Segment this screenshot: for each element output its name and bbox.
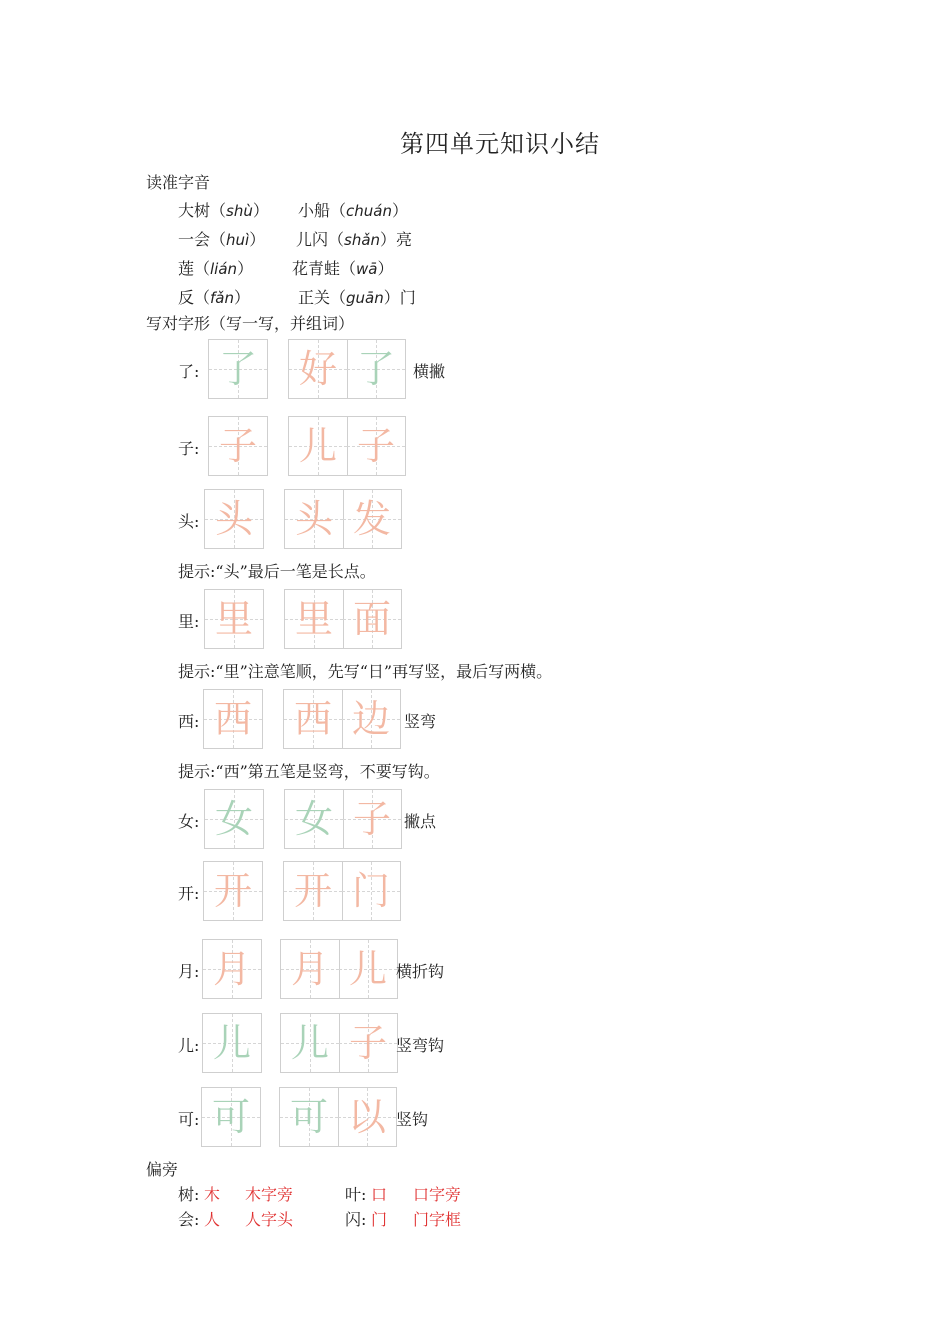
char-label: 了: xyxy=(178,362,200,381)
tianzi-cell xyxy=(209,340,267,398)
tianzi-cell xyxy=(203,940,261,998)
tianzi-cell xyxy=(343,790,401,848)
pinyin-item xyxy=(178,227,265,250)
page-title: 第四单元知识小结 xyxy=(400,130,600,158)
radical-char: 口 xyxy=(371,1185,388,1204)
char-label: 里: xyxy=(178,612,200,631)
word-box xyxy=(283,861,401,921)
word-box xyxy=(288,339,406,399)
radical-key: 叶: xyxy=(345,1185,367,1204)
char-label: 子: xyxy=(178,439,200,458)
pinyin-text: shǎn xyxy=(344,231,381,249)
single-char-box xyxy=(208,339,268,399)
practice-char: 边 xyxy=(351,697,390,741)
tianzi-cell xyxy=(202,1088,260,1146)
pinyin-word: 反（ xyxy=(178,288,211,307)
pinyin-item xyxy=(296,227,412,250)
tianzi-cell xyxy=(285,790,343,848)
char-label: 月: xyxy=(178,962,200,981)
char-label: 可: xyxy=(178,1110,200,1129)
pinyin-close: ）亮 xyxy=(380,230,413,249)
single-char-box xyxy=(203,861,263,921)
word-box xyxy=(280,939,398,999)
pinyin-item xyxy=(298,198,408,221)
pinyin-text: fǎn xyxy=(210,289,234,307)
stroke-name: 竖弯钩 xyxy=(396,1036,445,1055)
practice-char: 头 xyxy=(294,497,333,541)
tianzi-cell xyxy=(284,862,342,920)
tianzi-cell xyxy=(343,590,401,648)
practice-char: 了 xyxy=(356,347,395,391)
pinyin-close: ） xyxy=(252,201,269,220)
tianzi-cell xyxy=(285,590,343,648)
pinyin-word: 儿闪（ xyxy=(296,230,345,249)
pinyin-close: ） xyxy=(377,259,394,278)
practice-char: 了 xyxy=(218,347,257,391)
practice-char: 可 xyxy=(289,1095,328,1139)
word-box xyxy=(284,589,402,649)
stroke-name: 横撇 xyxy=(413,362,446,381)
pinyin-item xyxy=(292,256,394,279)
tianzi-cell xyxy=(205,490,263,548)
practice-char: 月 xyxy=(212,947,251,991)
practice-char: 面 xyxy=(352,597,391,641)
tianzi-cell xyxy=(203,1014,261,1072)
pinyin-close: ） xyxy=(249,230,266,249)
practice-char: 开 xyxy=(213,869,252,913)
stroke-name: 竖钩 xyxy=(396,1110,429,1129)
tianzi-cell xyxy=(347,340,405,398)
tianzi-cell xyxy=(205,590,263,648)
pinyin-item xyxy=(178,198,269,221)
tianzi-cell xyxy=(204,690,262,748)
radical-name: 人字头 xyxy=(245,1210,294,1229)
word-box xyxy=(283,689,401,749)
practice-char: 西 xyxy=(213,697,252,741)
practice-char: 月 xyxy=(290,947,329,991)
tianzi-cell xyxy=(342,690,400,748)
word-box xyxy=(284,789,402,849)
pinyin-text: shù xyxy=(226,202,253,220)
practice-char: 西 xyxy=(293,697,332,741)
pinyin-item xyxy=(178,285,250,308)
practice-char: 儿 xyxy=(290,1021,329,1065)
char-label: 头: xyxy=(178,512,200,531)
tianzi-cell xyxy=(281,940,339,998)
word-box xyxy=(288,416,406,476)
pinyin-text: lián xyxy=(210,260,238,278)
word-box xyxy=(280,1013,398,1073)
tianzi-cell xyxy=(343,490,401,548)
practice-char: 里 xyxy=(294,597,333,641)
tianzi-cell xyxy=(205,790,263,848)
practice-char: 儿 xyxy=(212,1021,251,1065)
radical-char: 人 xyxy=(204,1210,221,1229)
practice-char: 女 xyxy=(294,797,333,841)
char-label: 西: xyxy=(178,712,200,731)
tip-text: 提示:“头”最后一笔是长点。 xyxy=(178,562,376,581)
practice-char: 里 xyxy=(214,597,253,641)
practice-char: 女 xyxy=(214,797,253,841)
radical-name: 口字旁 xyxy=(413,1185,462,1204)
practice-char: 发 xyxy=(352,497,391,541)
pinyin-word: 莲（ xyxy=(178,259,211,278)
single-char-box xyxy=(208,416,268,476)
pinyin-word: 花青蛙（ xyxy=(292,259,357,278)
radical-key: 闪: xyxy=(345,1210,367,1229)
pinyin-item xyxy=(178,256,253,279)
single-char-box xyxy=(202,1013,262,1073)
tianzi-cell xyxy=(281,1014,339,1072)
char-label: 开: xyxy=(178,884,200,903)
practice-char: 以 xyxy=(347,1095,386,1139)
tianzi-cell xyxy=(339,1014,397,1072)
practice-char: 子 xyxy=(218,424,257,468)
stroke-name: 竖弯 xyxy=(404,712,437,731)
practice-char: 子 xyxy=(356,424,395,468)
tianzi-cell xyxy=(338,1088,396,1146)
radical-key: 会: xyxy=(178,1210,200,1229)
practice-char: 儿 xyxy=(298,424,337,468)
pinyin-text: huì xyxy=(226,231,250,249)
tianzi-cell xyxy=(284,690,342,748)
word-box xyxy=(279,1087,397,1147)
tianzi-cell xyxy=(209,417,267,475)
practice-char: 头 xyxy=(214,497,253,541)
stroke-name: 横折钩 xyxy=(396,962,445,981)
pinyin-close: ）门 xyxy=(383,288,416,307)
practice-char: 开 xyxy=(293,869,332,913)
char-label: 女: xyxy=(178,812,200,831)
practice-char: 门 xyxy=(351,869,390,913)
radical-key: 树: xyxy=(178,1185,200,1204)
radical-name: 门字框 xyxy=(413,1210,462,1229)
tianzi-cell xyxy=(289,340,347,398)
pinyin-word: 大树（ xyxy=(178,201,227,220)
pinyin-close: ） xyxy=(391,201,408,220)
tianzi-cell xyxy=(280,1088,338,1146)
single-char-box xyxy=(204,789,264,849)
pinyin-word: 正关（ xyxy=(298,288,347,307)
tip-text: 提示:“西”第五笔是竖弯，不要写钩。 xyxy=(178,762,440,781)
tianzi-cell xyxy=(289,417,347,475)
pinyin-text: guān xyxy=(346,289,384,307)
tianzi-cell xyxy=(342,862,400,920)
pinyin-word: 小船（ xyxy=(298,201,347,220)
single-char-box xyxy=(204,589,264,649)
single-char-box xyxy=(202,939,262,999)
tianzi-cell xyxy=(285,490,343,548)
practice-char: 子 xyxy=(348,1021,387,1065)
single-char-box xyxy=(201,1087,261,1147)
pinyin-text: chuán xyxy=(346,202,392,220)
section-writing: 写对字形（写一写，并组词） xyxy=(146,314,355,333)
char-label: 儿: xyxy=(178,1036,200,1055)
pinyin-text: wā xyxy=(356,260,378,278)
section-reading: 读准字音 xyxy=(146,173,211,192)
tip-text: 提示:“里”注意笔顺，先写“日”再写竖，最后写两横。 xyxy=(178,662,553,681)
practice-char: 儿 xyxy=(348,947,387,991)
radical-name: 木字旁 xyxy=(245,1185,294,1204)
pinyin-word: 一会（ xyxy=(178,230,227,249)
single-char-box xyxy=(204,489,264,549)
stroke-name: 撇点 xyxy=(404,812,437,831)
practice-char: 子 xyxy=(352,797,391,841)
tianzi-cell xyxy=(204,862,262,920)
pinyin-close: ） xyxy=(237,259,254,278)
practice-char: 可 xyxy=(211,1095,250,1139)
radical-char: 门 xyxy=(371,1210,388,1229)
practice-char: 好 xyxy=(298,347,337,391)
pinyin-close: ） xyxy=(234,288,251,307)
section-radicals: 偏旁 xyxy=(146,1160,179,1179)
tianzi-cell xyxy=(339,940,397,998)
radical-char: 木 xyxy=(204,1185,221,1204)
pinyin-item xyxy=(298,285,416,308)
single-char-box xyxy=(203,689,263,749)
tianzi-cell xyxy=(347,417,405,475)
word-box xyxy=(284,489,402,549)
